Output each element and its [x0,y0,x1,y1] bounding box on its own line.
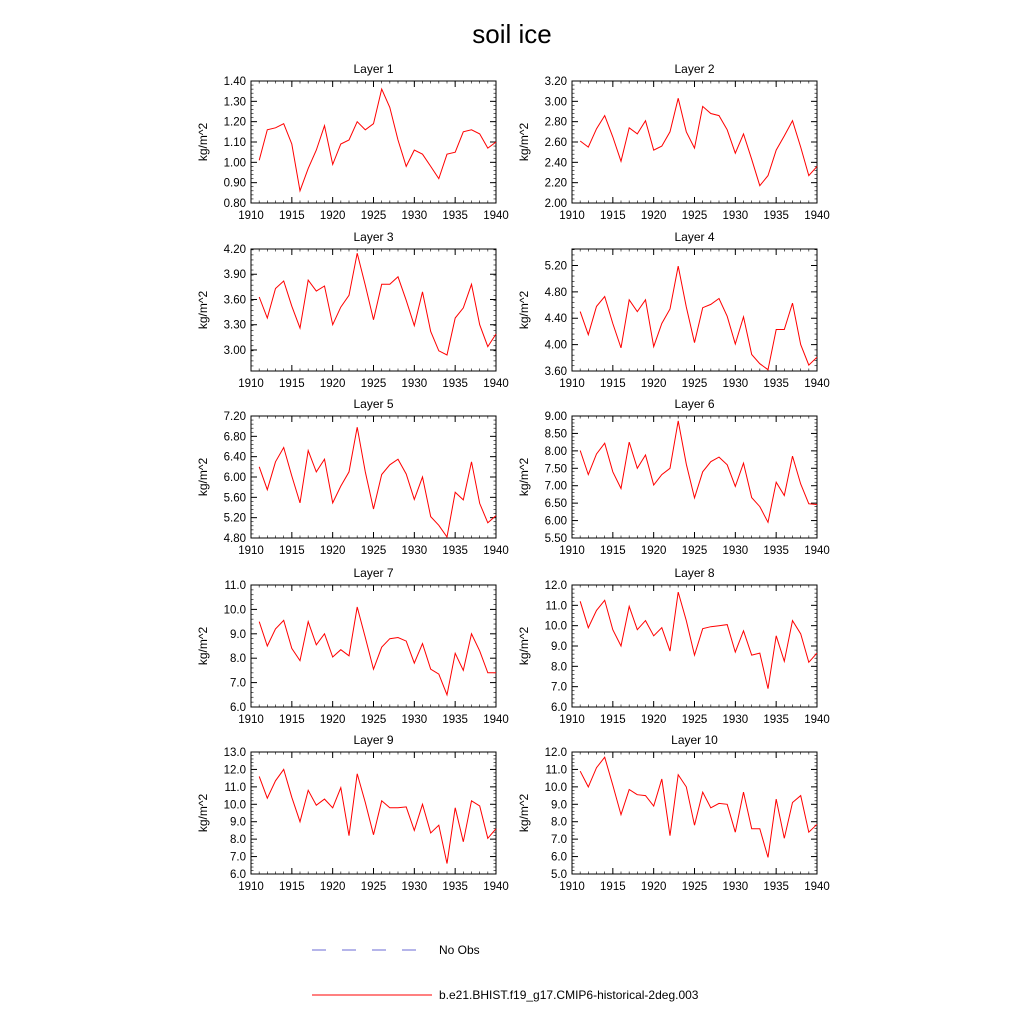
x-tick-label: 1925 [681,714,708,726]
legend [312,943,699,1002]
x-tick-label: 1935 [763,378,789,390]
panel-title: Layer 8 [674,566,715,580]
y-tick-label: 6.50 [544,498,567,511]
x-tick-label: 1910 [559,714,585,726]
y-tick-label: 8.0 [230,834,246,847]
y-tick-label: 1.40 [223,76,246,88]
y-axis-label: kg/m^2 [517,290,531,330]
y-tick-label: 3.60 [544,366,567,378]
y-tick-label: 3.00 [223,344,246,357]
series-line [259,427,496,537]
y-tick-label: 3.60 [223,294,246,307]
x-tick-label: 1940 [804,210,830,222]
y-tick-label: 2.00 [544,198,567,210]
x-tick-label: 1910 [559,378,585,390]
y-tick-label: 8.0 [551,661,567,674]
figure-title: soil ice [472,19,552,49]
y-tick-label: 6.0 [230,702,246,714]
x-tick-label: 1915 [279,545,305,557]
plot-frame [251,585,496,707]
x-tick-label: 1915 [279,378,305,390]
plot-frame [251,416,496,538]
x-tick-label: 1940 [804,545,830,557]
y-axis-label: kg/m^2 [196,290,210,330]
panel-6 [517,397,830,557]
panel-title: Layer 5 [353,397,394,411]
panel-5 [196,397,509,557]
y-tick-label: 1.10 [223,137,246,149]
x-tick-label: 1935 [763,210,789,222]
y-tick-label: 4.40 [544,313,567,326]
x-tick-label: 1935 [442,881,468,893]
panel-title: Layer 9 [353,733,394,747]
x-tick-label: 1925 [360,714,387,726]
y-tick-label: 5.60 [223,492,246,505]
y-tick-label: 6.00 [223,472,246,484]
y-axis-label: kg/m^2 [517,793,531,833]
x-tick-label: 1910 [238,545,264,557]
y-axis-label: kg/m^2 [517,457,531,497]
x-tick-label: 1910 [238,881,264,893]
y-tick-label: 0.80 [223,198,246,210]
y-tick-label: 6.80 [223,431,246,444]
series-line [259,607,496,695]
y-tick-label: 5.0 [551,869,567,881]
x-tick-label: 1925 [681,881,708,893]
x-tick-label: 1930 [722,210,749,222]
x-tick-label: 1920 [319,545,346,557]
x-tick-label: 1910 [238,714,264,726]
plot-frame [251,249,496,371]
x-tick-label: 1915 [600,378,626,390]
y-tick-label: 9.0 [230,628,246,641]
x-tick-label: 1940 [483,210,509,222]
panel-title: Layer 3 [353,230,394,244]
y-tick-label: 9.00 [544,411,567,423]
x-tick-label: 1935 [763,714,789,726]
x-tick-label: 1935 [763,545,789,557]
y-axis-label: kg/m^2 [517,626,531,666]
x-tick-label: 1920 [640,881,667,893]
y-tick-label: 11.0 [224,781,246,794]
y-tick-label: 3.30 [223,319,246,332]
y-tick-label: 7.0 [230,677,246,690]
y-tick-label: 5.20 [223,512,246,525]
plot-frame [572,585,817,707]
x-tick-label: 1915 [279,210,305,222]
y-tick-label: 9.0 [230,816,246,829]
x-tick-label: 1920 [640,210,667,222]
y-tick-label: 4.80 [223,533,246,545]
y-tick-label: 6.00 [544,515,567,528]
x-tick-label: 1910 [238,378,264,390]
y-tick-label: 8.0 [230,653,246,666]
series-line [259,253,496,355]
y-tick-label: 12.0 [544,580,567,592]
y-tick-label: 11.0 [545,600,567,613]
y-tick-label: 3.00 [544,96,567,109]
x-tick-label: 1935 [442,378,468,390]
y-tick-label: 3.20 [544,76,567,88]
y-tick-label: 8.50 [544,428,567,441]
y-tick-label: 7.00 [544,480,567,493]
x-tick-label: 1930 [722,378,749,390]
y-tick-label: 7.20 [223,411,246,423]
y-tick-label: 10.0 [223,604,246,617]
y-tick-label: 12.0 [544,747,567,759]
y-tick-label: 1.20 [223,116,246,129]
panel-2 [517,62,830,222]
y-tick-label: 7.0 [551,681,567,694]
y-tick-label: 2.80 [544,116,567,129]
y-tick-label: 6.40 [223,451,246,464]
x-tick-label: 1930 [722,545,749,557]
y-tick-label: 10.0 [544,620,567,633]
x-tick-label: 1930 [401,378,428,390]
series-line [580,266,817,370]
y-tick-label: 7.0 [551,834,567,847]
y-tick-label: 9.0 [551,799,567,812]
x-tick-label: 1930 [401,881,428,893]
panel-1 [196,62,509,222]
x-tick-label: 1930 [401,210,428,222]
panel-title: Layer 6 [674,397,715,411]
y-tick-label: 2.60 [544,137,567,149]
series-line [580,592,817,689]
y-tick-label: 6.0 [230,869,246,881]
panel-title: Layer 4 [674,230,715,244]
x-tick-label: 1925 [360,545,387,557]
y-tick-label: 7.50 [544,463,567,476]
y-axis-label: kg/m^2 [517,122,531,162]
y-tick-label: 12.0 [223,764,246,777]
x-tick-label: 1935 [763,881,789,893]
y-tick-label: 3.90 [223,269,246,282]
legend-obs-label: No Obs [439,943,480,957]
x-tick-label: 1910 [559,545,585,557]
plot-frame [251,752,496,874]
x-tick-label: 1915 [600,210,626,222]
panel-title: Layer 10 [671,733,718,747]
x-tick-label: 1915 [600,545,626,557]
panel-title: Layer 7 [353,566,394,580]
panel-9 [196,733,509,893]
x-tick-label: 1915 [279,881,305,893]
x-tick-label: 1940 [804,714,830,726]
x-tick-label: 1920 [640,714,667,726]
x-tick-label: 1940 [804,881,830,893]
panel-8 [517,566,830,726]
panel-10 [517,733,830,893]
y-tick-label: 4.80 [544,286,567,299]
x-tick-label: 1925 [360,881,387,893]
x-tick-label: 1920 [319,881,346,893]
x-tick-label: 1935 [442,714,468,726]
legend-model-label: b.e21.BHIST.f19_g17.CMIP6-historical-2deg.003 [439,988,699,1002]
x-tick-label: 1920 [319,378,346,390]
panel-7 [196,566,509,726]
x-tick-label: 1930 [722,714,749,726]
panel-3 [196,230,509,390]
y-tick-label: 4.00 [544,339,567,352]
series-line [580,98,817,185]
x-tick-label: 1935 [442,545,468,557]
x-tick-label: 1920 [319,714,346,726]
y-tick-label: 8.0 [551,816,567,829]
x-tick-label: 1920 [640,545,667,557]
x-tick-label: 1940 [483,881,509,893]
y-axis-label: kg/m^2 [196,122,210,162]
y-tick-label: 4.20 [223,244,246,256]
x-tick-label: 1910 [559,881,585,893]
x-tick-label: 1915 [600,881,626,893]
y-axis-label: kg/m^2 [196,626,210,666]
y-tick-label: 11.0 [224,580,246,592]
y-tick-label: 1.00 [223,157,246,170]
y-tick-label: 2.20 [544,177,567,190]
x-tick-label: 1940 [483,545,509,557]
y-tick-label: 1.30 [223,96,246,109]
y-tick-label: 5.50 [544,533,567,545]
y-tick-label: 2.40 [544,157,567,170]
panel-title: Layer 2 [674,62,715,76]
series-line [580,421,817,522]
x-tick-label: 1930 [722,881,749,893]
y-tick-label: 6.0 [551,702,567,714]
y-tick-label: 9.0 [551,641,567,653]
x-tick-label: 1935 [442,210,468,222]
x-tick-label: 1930 [401,714,428,726]
x-tick-label: 1925 [681,545,708,557]
x-tick-label: 1925 [360,378,387,390]
x-tick-label: 1940 [483,378,509,390]
y-axis-label: kg/m^2 [196,457,210,497]
x-tick-label: 1915 [279,714,305,726]
series-line [580,757,817,857]
series-line [259,769,496,863]
y-tick-label: 10.0 [544,781,567,794]
x-tick-label: 1910 [238,210,264,222]
panel-4 [517,230,830,390]
y-tick-label: 0.90 [223,177,246,190]
y-tick-label: 6.0 [551,851,567,864]
y-tick-label: 5.20 [544,260,567,273]
y-tick-label: 11.0 [545,764,567,777]
panel-grid [196,62,830,893]
y-tick-label: 7.0 [230,851,246,864]
series-line [259,89,496,191]
x-tick-label: 1925 [681,378,708,390]
x-tick-label: 1925 [681,210,708,222]
x-tick-label: 1920 [319,210,346,222]
panel-title: Layer 1 [353,62,394,76]
y-tick-label: 8.00 [544,445,567,458]
x-tick-label: 1910 [559,210,585,222]
x-tick-label: 1930 [401,545,428,557]
plot-frame [572,416,817,538]
y-tick-label: 13.0 [223,747,246,759]
x-tick-label: 1940 [483,714,509,726]
y-tick-label: 10.0 [223,799,246,812]
x-tick-label: 1920 [640,378,667,390]
x-tick-label: 1940 [804,378,830,390]
y-axis-label: kg/m^2 [196,793,210,833]
x-tick-label: 1915 [600,714,626,726]
x-tick-label: 1925 [360,210,387,222]
